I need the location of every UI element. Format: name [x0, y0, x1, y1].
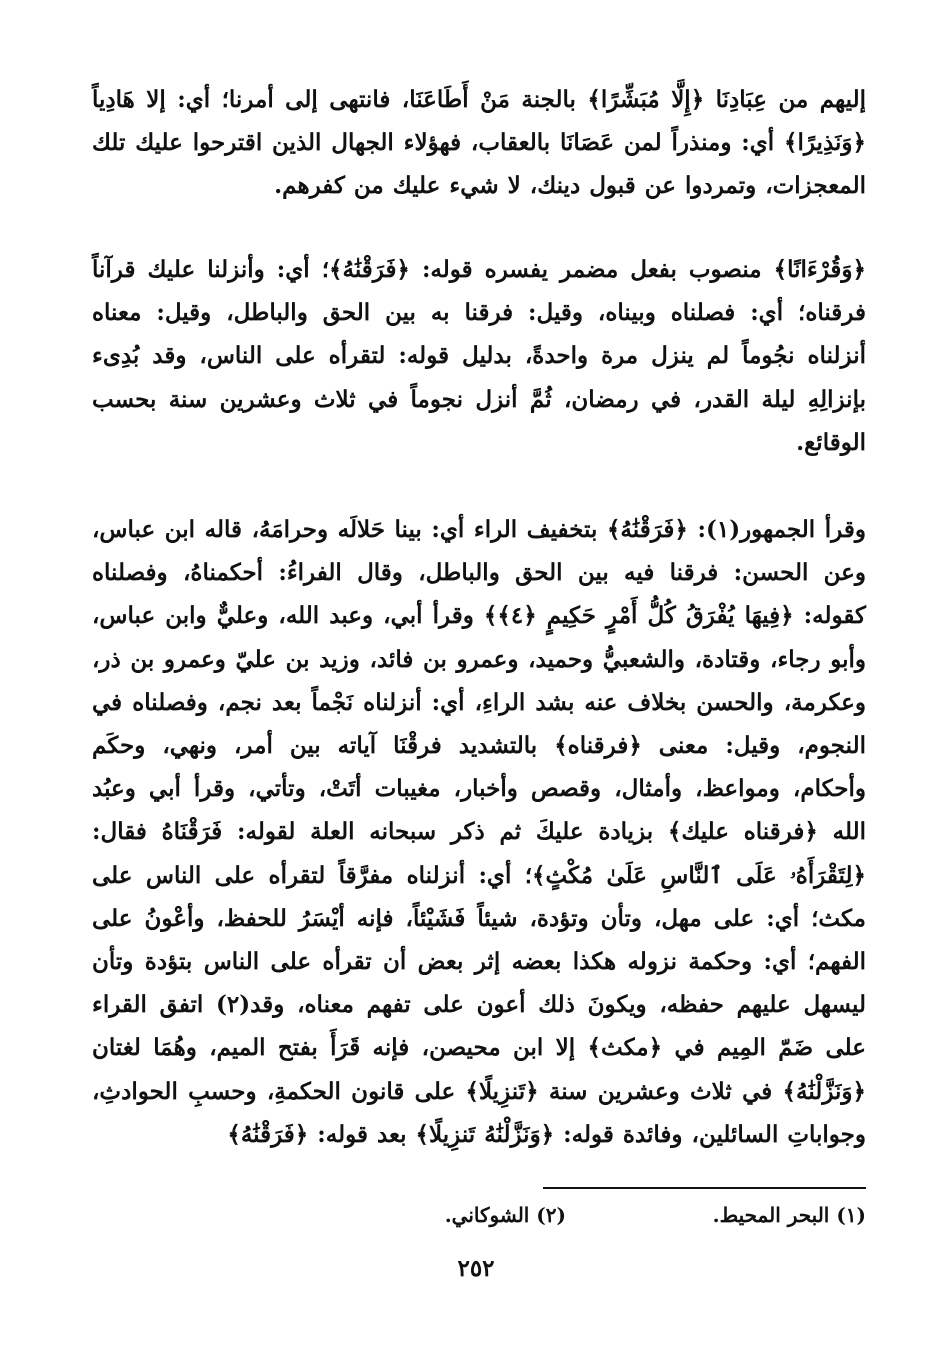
footnote-1: (١) البحر المحيط. [712, 1203, 866, 1227]
page-number: ٢٥٢ [457, 1255, 495, 1282]
body-paragraph-2: ﴿وَقُرْءَانًا﴾ منصوب بفعل مضمر يفسره قوله: ﴿فَرَقْنَٰهُ﴾؛ أي: وأنزلنا عليك قرآناً فرقناه؛ أي: فصلناه وبيناه، وقيل: فرقنا به بين الحق والباطل، وقيل: معناه أنزلناه نجُوماً لم ينزل مرة واحدةً، بدليل قوله: لتقرأه على الناس، وقد بُدِىء بإنزالِهِ ليلة القدر، في رمضان، ثُمَّ أنزل نجوماً في ثلاث وعشرين سنة بحسب الوقائع. [92, 256, 866, 456]
footnote-divider [543, 1187, 866, 1189]
body-paragraph-3: وقرأ الجمهور(١): ﴿فَرَقْنَٰهُ﴾ بتخفيف الراء أي: بينا حَلالَه وحرامَهُ، قاله ابن عباس، وعن الحسن: فرقنا فيه بين الحق والباطل، وقال الفراءُ: أحكمناهُ، وفصلناه كقوله: ﴿فِيهَا يُفْرَقُ كُلُّ أَمْرٍ حَكِيمٍ ﴿٤﴾﴾ وقرأ أبي، وعبد الله، وعليٌّ وابن عباس، وأبو رجاء، وقتادة، والشعبيُّ وحميد، وعمرو بن فائد، وزيد بن عليّ وعمرو بن ذر، وعكرمة، والحسن بخلاف عنه بشد الراءِ، أي: أنزلناه نَجْماً بعد نجم، وفصلناه في النجوم، وقيل: معنى ﴿فرقناه﴾ بالتشديد فرقْنَا آياته بين أمر، ونهي، وحكَم وأحكام، ومواعظ، وأمثال، وقصص وأخبار، مغيبات أتَتْ، وتأتي، وقرأ أبي وعبُد الله ﴿فرقناه عليك﴾ بزيادة عليكَ ثم ذكر سبحانه العلة لقوله: فَرَقْنَاهُ فقال: ﴿لِتَقْرَأَهُۥ عَلَى ٱلنَّاسِ عَلَىٰ مُكْثٍ﴾؛ أي: أنزلناه مفرَّقاً لتقرأه على الناس على مكث؛ أي: على مهل، وتأن وتؤدة، شيئاً فَشَيْئاً، فإنه أيْسَرُ للحفظ، وأعْونُ على الفهم؛ أي: وحكمة نزوله هكذا بعضه إثر بعض أن تقرأه على الناس بتؤدة وتأن ليسهل عليهم حفظه، ويكونَ ذلك أعون على تفهم معناه، وقد(٢) اتفق القراء على ضَمّ المِيم في ﴿مكث﴾ إلا ابن محيصن، فإنه قَرَأَ بفتح الميم، وهُمَا لغتان ﴿وَنَزَّلْنَٰهُ﴾ في ثلاث وعشرين سنة ﴿تَنزِيلًا﴾ على قانون الحكمةِ، وحسبِ الحوادثِ، وجواباتِ السائلين، وفائدة قوله: ﴿وَنَزَّلْنَٰهُ تَنزِيلًا﴾ بعد قوله: ﴿فَرَقْنَٰهُ﴾ [92, 516, 866, 1148]
footnote-2: (٢) الشوكاني. [444, 1203, 566, 1227]
body-paragraph-1: إليهم من عِبَادِنَا ﴿إِلَّا مُبَشِّرًا﴾ بالجنة مَنْ أَطَاعَنَا، فانتهى إلى أمرنا؛ أي: إلا هَادِياً ﴿وَنَذِيرًا﴾ أي: ومنذراً لمن عَصَانَا بالعقاب، فهؤلاء الجهال الذين اقترحوا عليك تلك المعجزات، وتمردوا عن قبول دينك، لا شيء عليك من كفرهم. [92, 86, 867, 200]
footnotes [92, 1203, 866, 1243]
